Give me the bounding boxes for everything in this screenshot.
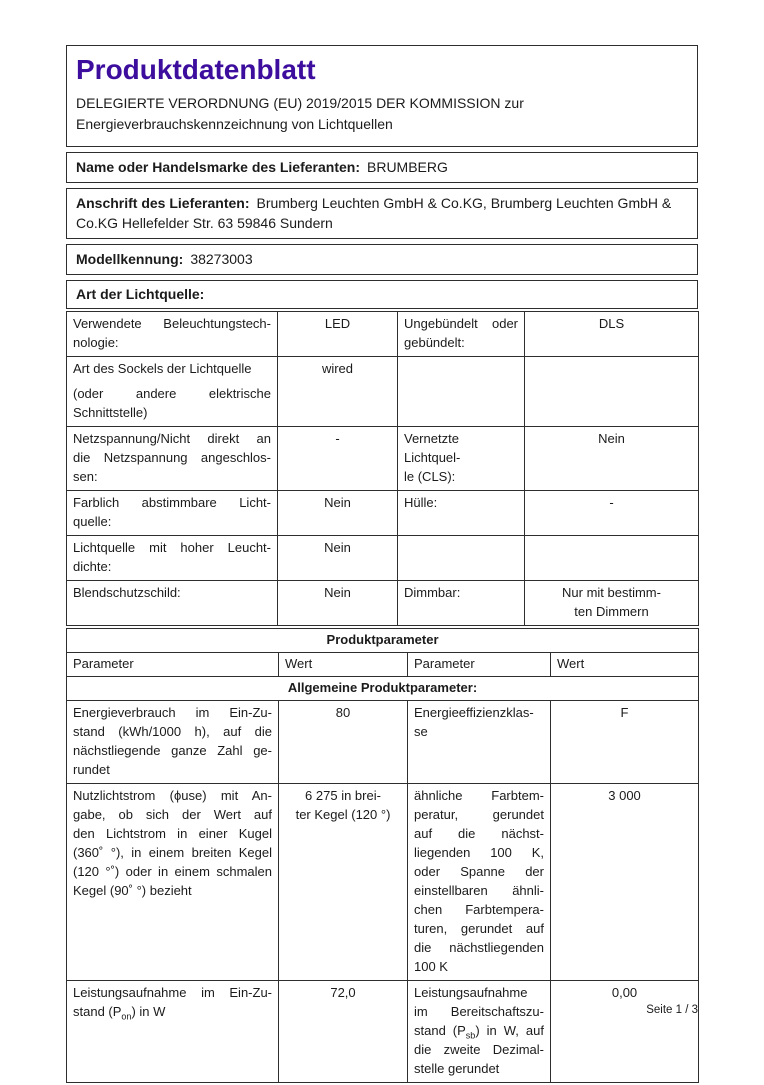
regulation-subtitle: DELEGIERTE VERORDNUNG (EU) 2019/2015 DER KOMMISSION zur Energieverbrauchskennzeichnung von Lichtquellen xyxy=(76,95,524,132)
column-header-wert: Wert xyxy=(279,653,408,677)
param-cell: Energieeffizienzklas- se xyxy=(408,701,551,784)
param-cell: Energieverbrauch im Ein-Zu- stand (kWh/1000 h), auf die nächstliegende ganze Zahl ge- rundet xyxy=(67,701,279,784)
table-row xyxy=(67,357,699,427)
param-cell: Dimmbar: xyxy=(398,581,525,626)
value-cell: Nein xyxy=(278,581,398,626)
table-row xyxy=(67,427,699,491)
value-cell: 80 xyxy=(279,701,408,784)
value-cell: Nein xyxy=(525,427,699,491)
param-cell: Ungebündelt oder gebündelt: xyxy=(398,312,525,357)
page-number: Seite 1 / 3 xyxy=(646,1004,698,1016)
value-cell: wired xyxy=(278,357,398,427)
model-id-row xyxy=(66,244,698,275)
light-source-heading: Art der Lichtquelle: xyxy=(76,286,205,302)
value-cell: Nein xyxy=(278,536,398,581)
param-cell xyxy=(398,357,525,427)
value-cell: 72,0 xyxy=(279,981,408,1083)
page-title: Produktdatenblatt xyxy=(76,54,316,85)
supplier-address-value: Brumberg Leuchten GmbH & Co.KG, Brumberg Leuchten GmbH & Co.KG Hellefelder Str. 63 59846 Sundern xyxy=(76,195,672,231)
column-header-parameter: Parameter xyxy=(408,653,551,677)
param-cell: Netzspannung/Nicht direkt an die Netzspannung angeschlos- sen: xyxy=(67,427,278,491)
model-id-value: 38273003 xyxy=(190,251,253,267)
param-cell: Hülle: xyxy=(398,491,525,536)
supplier-address-row xyxy=(66,188,698,239)
table-row xyxy=(67,491,699,536)
column-header-row xyxy=(67,653,699,677)
param-cell: Nutzlichtstrom (ϕuse) mit An- gabe, ob sich der Wert auf den Lichtstrom in einer Kugel (360˚ °), in einem breiten Kegel (120 °˚) oder in einem schmalen Kegel (90˚ °) bezieht xyxy=(67,784,279,981)
column-header-parameter: Parameter xyxy=(67,653,279,677)
param-cell: Verwendete Beleuchtungstech- nologie: xyxy=(67,312,278,357)
table-section-header-row xyxy=(67,677,699,701)
table-row xyxy=(67,312,699,357)
value-cell: Nein xyxy=(278,491,398,536)
table-row xyxy=(67,701,699,784)
param-cell: Lichtquelle mit hoher Leucht- dichte: xyxy=(67,536,278,581)
param-cell: Farblich abstimmbare Licht- quelle: xyxy=(67,491,278,536)
supplier-name-label: Name oder Handelsmarke des Lieferanten: xyxy=(76,159,360,175)
value-cell: - xyxy=(278,427,398,491)
value-cell: - xyxy=(525,491,699,536)
value-cell xyxy=(525,536,699,581)
value-cell: Nur mit bestimm- ten Dimmern xyxy=(525,581,699,626)
model-id-label: Modellkennung: xyxy=(76,251,184,267)
table-row xyxy=(67,784,699,981)
table-row xyxy=(67,536,699,581)
column-header-wert: Wert xyxy=(551,653,699,677)
value-cell: 3 000 xyxy=(551,784,699,981)
header-box xyxy=(66,45,698,147)
table-row xyxy=(67,581,699,626)
value-cell: LED xyxy=(278,312,398,357)
table-row xyxy=(67,981,699,1083)
supplier-name-value: BRUMBERG xyxy=(367,159,448,175)
value-cell: F xyxy=(551,701,699,784)
product-parameters-table xyxy=(66,628,699,1083)
value-cell: DLS xyxy=(525,312,699,357)
table-section-header-row xyxy=(67,629,699,653)
value-cell: 6 275 in brei- ter Kegel (120 °) xyxy=(279,784,408,981)
supplier-name-row xyxy=(66,152,698,183)
param-cell xyxy=(398,536,525,581)
general-parameters-heading: Allgemeine Produktparameter: xyxy=(67,677,699,701)
param-cell: Leistungsaufnahme im Ein-Zu- stand $(P_{on})$ in W xyxy=(67,981,279,1083)
param-cell: Blendschutzschild: xyxy=(67,581,278,626)
product-parameters-heading: Produktparameter xyxy=(67,629,699,653)
light-source-table xyxy=(66,311,699,626)
document xyxy=(66,45,698,1085)
light-source-heading-row xyxy=(66,280,698,309)
param-cell: Vernetzte Lichtquel- le (CLS): xyxy=(398,427,525,491)
param-cell: Art des Sockels der Lichtquelle (oder andere elektrische Schnittstelle) xyxy=(67,357,278,427)
value-cell: 0,00 xyxy=(551,981,699,1083)
supplier-address-label: Anschrift des Lieferanten: xyxy=(76,195,250,211)
param-cell: Leistungsaufnahme im Bereitschaftszu- stand $(P_{sb})$ in W, auf die zweite Dezimal- stelle gerundet xyxy=(408,981,551,1083)
value-cell xyxy=(525,357,699,427)
param-cell: ähnliche Farbtem- peratur, gerundet auf die nächst- liegenden 100 K, oder Spanne der einstellbaren ähnli- chen Farbtempera- turen, gerundet auf die nächstliegenden 100 K xyxy=(408,784,551,981)
